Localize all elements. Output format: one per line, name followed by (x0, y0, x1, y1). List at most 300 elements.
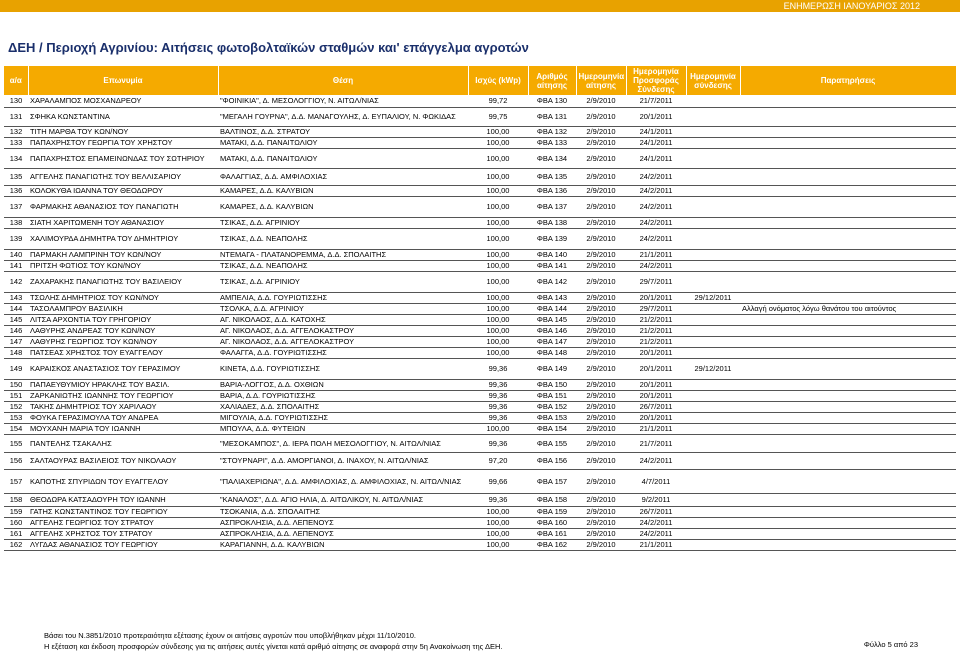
cell-name: ΠΑΠΑΧΡΗΣΤΟΥ ΓΕΩΡΓΙΑ ΤΟΥ ΧΡΗΣΤΟΥ (28, 137, 218, 148)
table-row (4, 137, 956, 148)
update-label: ΕΝΗΜΕΡΩΣΗ ΙΑΝΟΥΑΡΙΟΣ 2012 (783, 1, 920, 11)
cell-offer-date: 21/2/2011 (626, 325, 686, 336)
cell-conn-date (686, 452, 740, 469)
cell-aa: 162 (4, 539, 28, 550)
cell-conn-date (686, 336, 740, 347)
cell-notes (740, 423, 956, 434)
cell-app-number: ΦΒΑ 160 (528, 517, 576, 528)
cell-offer-date: 24/2/2011 (626, 217, 686, 228)
cell-aa: 140 (4, 249, 28, 260)
cell-location: ΝΤΕΜΑΓΑ - ΠΛΑΤΑΝΟΡΕΜΜΑ, Δ.Δ. ΣΠΟΛΑΙΤΗΣ (218, 249, 468, 260)
cell-location: ΤΣΙΚΑΣ, Δ.Δ. ΝΕΑΠΟΛΗΣ (218, 228, 468, 249)
cell-notes (740, 325, 956, 336)
table-row (4, 260, 956, 271)
cell-conn-date (686, 137, 740, 148)
cell-notes (740, 196, 956, 217)
cell-power: 100,00 (468, 185, 528, 196)
page-title: ΔΕΗ / Περιοχή Αγρινίου: Αιτήσεις φωτοβολταϊκών σταθμών και' επάγγελμα αγροτών (8, 40, 529, 55)
cell-location: ΤΣΟΚΑΝΙΑ, Δ.Δ. ΣΠΟΛΑΙΤΗΣ (218, 506, 468, 517)
cell-power: 100,00 (468, 325, 528, 336)
cell-power: 99,75 (468, 107, 528, 126)
cell-aa: 147 (4, 336, 28, 347)
cell-aa: 137 (4, 196, 28, 217)
cell-conn-date (686, 126, 740, 137)
col-conn-date: Ημερομηνία σύνδεσης (686, 66, 740, 95)
cell-power: 100,00 (468, 168, 528, 185)
cell-app-date: 2/9/2010 (576, 196, 626, 217)
cell-offer-date: 24/1/2011 (626, 137, 686, 148)
cell-location: ΑΓ. ΝΙΚΟΛΑΟΣ, Δ.Δ. ΑΓΓΕΛΟΚΑΣΤΡΟΥ (218, 325, 468, 336)
cell-app-date: 2/9/2010 (576, 358, 626, 379)
cell-notes (740, 260, 956, 271)
cell-location: ΚΑΡΑΓΙΑΝΝΗ, Δ.Δ. ΚΑΛΥΒΙΩΝ (218, 539, 468, 550)
cell-power: 100,00 (468, 517, 528, 528)
cell-name: ΛΑΘΥΡΗΣ ΑΝΔΡΕΑΣ ΤΟΥ ΚΩΝ/ΝΟΥ (28, 325, 218, 336)
footer-line-2: Η εξέταση και έκδοση προσφορών σύνδεσης για τις αιτήσεις αυτές γίνεται κατά αριθμό αίτησης σε αναφορά στην 5η Ανακοίνωση της ΔΕΗ. (44, 642, 503, 651)
cell-app-date: 2/9/2010 (576, 148, 626, 168)
cell-aa: 154 (4, 423, 28, 434)
cell-aa: 136 (4, 185, 28, 196)
cell-app-number: ΦΒΑ 151 (528, 390, 576, 401)
table-row (4, 379, 956, 390)
table-row (4, 107, 956, 126)
cell-power: 100,00 (468, 249, 528, 260)
cell-location: ΑΣΠΡΟΚΛΗΣΙΑ, Δ.Δ. ΛΕΠΕΝΟΥΣ (218, 528, 468, 539)
cell-location: ΑΓ. ΝΙΚΟΛΑΟΣ, Δ.Δ. ΑΓΓΕΛΟΚΑΣΤΡΟΥ (218, 336, 468, 347)
cell-conn-date: 29/12/2011 (686, 358, 740, 379)
cell-app-number: ΦΒΑ 133 (528, 137, 576, 148)
cell-notes (740, 107, 956, 126)
cell-location: ΒΑΡΙΑ-ΛΟΓΓΟΣ, Δ.Δ. ΟΧΘΙΩΝ (218, 379, 468, 390)
cell-app-number: ΦΒΑ 154 (528, 423, 576, 434)
cell-app-number: ΦΒΑ 150 (528, 379, 576, 390)
cell-conn-date (686, 196, 740, 217)
table-row (4, 528, 956, 539)
cell-app-number: ΦΒΑ 152 (528, 401, 576, 412)
cell-app-number: ΦΒΑ 143 (528, 292, 576, 303)
cell-aa: 133 (4, 137, 28, 148)
table-row (4, 95, 956, 107)
cell-notes (740, 401, 956, 412)
cell-app-date: 2/9/2010 (576, 493, 626, 506)
cell-location: "ΦΟΙΝΙΚΙΑ", Δ. ΜΕΣΟΛΟΓΓΙΟΥ, Ν. ΑΙΤΩΛ/ΝΙΑΣ (218, 95, 468, 107)
cell-name: ΑΓΓΕΛΗΣ ΧΡΗΣΤΟΣ ΤΟΥ ΣΤΡΑΤΟΥ (28, 528, 218, 539)
cell-offer-date: 24/2/2011 (626, 185, 686, 196)
cell-aa: 135 (4, 168, 28, 185)
cell-aa: 150 (4, 379, 28, 390)
cell-offer-date: 21/7/2011 (626, 434, 686, 452)
cell-power: 99,36 (468, 412, 528, 423)
table-row (4, 517, 956, 528)
cell-offer-date: 20/1/2011 (626, 347, 686, 358)
cell-app-date: 2/9/2010 (576, 528, 626, 539)
cell-app-number: ΦΒΑ 136 (528, 185, 576, 196)
cell-name: ΠΡΙΤΣΗ ΦΩΤΙΟΣ ΤΟΥ ΚΩΝ/ΝΟΥ (28, 260, 218, 271)
cell-conn-date (686, 303, 740, 314)
cell-location: ΚΑΜΑΡΕΣ, Δ.Δ. ΚΑΛΥΒΙΩΝ (218, 185, 468, 196)
col-app-number: Αριθμός αίτησης (528, 66, 576, 95)
cell-offer-date: 21/1/2011 (626, 249, 686, 260)
cell-offer-date: 24/2/2011 (626, 196, 686, 217)
cell-aa: 132 (4, 126, 28, 137)
cell-aa: 161 (4, 528, 28, 539)
cell-offer-date: 24/1/2011 (626, 126, 686, 137)
cell-aa: 152 (4, 401, 28, 412)
cell-location: ΜΑΤΑΚΙ, Δ.Δ. ΠΑΝΑΙΤΩΛΙΟΥ (218, 137, 468, 148)
cell-app-number: ΦΒΑ 145 (528, 314, 576, 325)
cell-conn-date (686, 347, 740, 358)
table-row (4, 185, 956, 196)
cell-conn-date (686, 517, 740, 528)
cell-power: 100,00 (468, 336, 528, 347)
cell-app-number: ΦΒΑ 158 (528, 493, 576, 506)
cell-app-date: 2/9/2010 (576, 452, 626, 469)
cell-name: ΣΦΗΚΑ ΚΩΝΣΤΑΝΤΙΝΑ (28, 107, 218, 126)
cell-conn-date (686, 493, 740, 506)
cell-conn-date (686, 185, 740, 196)
cell-offer-date: 29/7/2011 (626, 303, 686, 314)
table-row (4, 347, 956, 358)
table-row (4, 217, 956, 228)
table-row (4, 271, 956, 292)
cell-conn-date (686, 95, 740, 107)
cell-aa: 156 (4, 452, 28, 469)
cell-offer-date: 20/1/2011 (626, 379, 686, 390)
table-row (4, 336, 956, 347)
cell-notes (740, 271, 956, 292)
cell-app-number: ΦΒΑ 140 (528, 249, 576, 260)
applications-table (4, 66, 957, 551)
cell-notes (740, 314, 956, 325)
table-row (4, 314, 956, 325)
cell-notes (740, 434, 956, 452)
cell-notes (740, 347, 956, 358)
table-row (4, 126, 956, 137)
cell-location: ΚΑΜΑΡΕΣ, Δ.Δ. ΚΑΛΥΒΙΩΝ (218, 196, 468, 217)
col-app-date: Ημερομηνία αίτησης (576, 66, 626, 95)
cell-conn-date (686, 412, 740, 423)
col-notes: Παρατηρήσεις (740, 66, 956, 95)
cell-power: 100,00 (468, 506, 528, 517)
table-row (4, 539, 956, 550)
cell-app-number: ΦΒΑ 155 (528, 434, 576, 452)
cell-notes (740, 493, 956, 506)
table-row (4, 196, 956, 217)
cell-notes (740, 412, 956, 423)
cell-notes (740, 95, 956, 107)
cell-offer-date: 24/2/2011 (626, 517, 686, 528)
cell-name: ΠΑΝΤΕΛΗΣ ΤΣΑΚΑΛΗΣ (28, 434, 218, 452)
cell-notes (740, 228, 956, 249)
cell-location: ΜΠΟΥΛΑ, Δ.Δ. ΦΥΤΕΙΩΝ (218, 423, 468, 434)
table-row (4, 412, 956, 423)
cell-power: 99,72 (468, 95, 528, 107)
cell-aa: 149 (4, 358, 28, 379)
cell-offer-date: 26/7/2011 (626, 506, 686, 517)
cell-notes (740, 469, 956, 493)
cell-app-date: 2/9/2010 (576, 228, 626, 249)
cell-app-date: 2/9/2010 (576, 469, 626, 493)
cell-offer-date: 21/2/2011 (626, 314, 686, 325)
cell-conn-date (686, 434, 740, 452)
table-row (4, 506, 956, 517)
cell-app-date: 2/9/2010 (576, 260, 626, 271)
cell-offer-date: 24/2/2011 (626, 260, 686, 271)
footer-note (44, 630, 502, 652)
cell-power: 100,00 (468, 126, 528, 137)
cell-offer-date: 9/2/2011 (626, 493, 686, 506)
cell-conn-date (686, 260, 740, 271)
cell-offer-date: 24/2/2011 (626, 228, 686, 249)
cell-aa: 144 (4, 303, 28, 314)
cell-aa: 160 (4, 517, 28, 528)
cell-offer-date: 24/1/2011 (626, 148, 686, 168)
cell-conn-date (686, 506, 740, 517)
cell-location: ΑΓ. ΝΙΚΟΛΑΟΣ, Δ.Δ. ΚΑΤΟΧΗΣ (218, 314, 468, 325)
cell-aa: 134 (4, 148, 28, 168)
cell-aa: 139 (4, 228, 28, 249)
cell-notes (740, 452, 956, 469)
cell-app-date: 2/9/2010 (576, 185, 626, 196)
cell-offer-date: 21/2/2011 (626, 336, 686, 347)
cell-app-date: 2/9/2010 (576, 325, 626, 336)
cell-name: ΑΓΓΕΛΗΣ ΓΕΩΡΓΙΟΣ ΤΟΥ ΣΤΡΑΤΟΥ (28, 517, 218, 528)
cell-location: ΒΑΡΙΑ, Δ.Δ. ΓΟΥΡΙΩΤΙΣΣΗΣ (218, 390, 468, 401)
cell-offer-date: 20/1/2011 (626, 390, 686, 401)
cell-notes (740, 390, 956, 401)
cell-notes (740, 358, 956, 379)
cell-app-date: 2/9/2010 (576, 126, 626, 137)
cell-location: "ΚΑΝΑΛΟΣ", Δ.Δ. ΑΓΙΟ ΗΛΙΑ, Δ. ΑΙΤΩΛΙΚΟΥ, Ν. ΑΙΤΩΛ/ΝΙΑΣ (218, 493, 468, 506)
cell-power: 100,00 (468, 228, 528, 249)
cell-aa: 159 (4, 506, 28, 517)
cell-power: 100,00 (468, 148, 528, 168)
cell-app-number: ΦΒΑ 141 (528, 260, 576, 271)
cell-name: ΠΑΠΑΧΡΗΣΤΟΣ ΕΠΑΜΕΙΝΩΝΔΑΣ ΤΟΥ ΣΩΤΗΡΙΟΥ (28, 148, 218, 168)
table-row (4, 228, 956, 249)
cell-app-date: 2/9/2010 (576, 423, 626, 434)
cell-app-number: ΦΒΑ 137 (528, 196, 576, 217)
col-offer-date: Ημερομηνία Προσφοράς Σύνδεσης (626, 66, 686, 95)
cell-power: 99,66 (468, 469, 528, 493)
cell-location: ΜΑΤΑΚΙ, Δ.Δ. ΠΑΝΑΙΤΩΛΙΟΥ (218, 148, 468, 168)
cell-app-date: 2/9/2010 (576, 539, 626, 550)
cell-conn-date (686, 107, 740, 126)
cell-power: 100,00 (468, 347, 528, 358)
cell-app-number: ΦΒΑ 156 (528, 452, 576, 469)
cell-app-date: 2/9/2010 (576, 95, 626, 107)
cell-aa: 146 (4, 325, 28, 336)
cell-conn-date (686, 249, 740, 260)
cell-power: 100,00 (468, 271, 528, 292)
cell-app-number: ΦΒΑ 147 (528, 336, 576, 347)
cell-notes (740, 528, 956, 539)
cell-app-date: 2/9/2010 (576, 390, 626, 401)
cell-notes: Αλλαγή ονόματος λόγω θανάτου του αιτούντος (740, 303, 956, 314)
cell-app-number: ΦΒΑ 134 (528, 148, 576, 168)
cell-app-number: ΦΒΑ 135 (528, 168, 576, 185)
cell-app-date: 2/9/2010 (576, 271, 626, 292)
cell-name: ΤΣΩΛΗΣ ΔΗΜΗΤΡΙΟΣ ΤΟΥ ΚΩΝ/ΝΟΥ (28, 292, 218, 303)
cell-app-date: 2/9/2010 (576, 412, 626, 423)
cell-notes (740, 137, 956, 148)
cell-power: 100,00 (468, 260, 528, 271)
cell-conn-date (686, 390, 740, 401)
cell-app-number: ΦΒΑ 138 (528, 217, 576, 228)
cell-offer-date: 4/7/2011 (626, 469, 686, 493)
cell-conn-date (686, 401, 740, 412)
cell-aa: 130 (4, 95, 28, 107)
cell-offer-date: 21/1/2011 (626, 423, 686, 434)
cell-location: ΒΑΛΤΙΝΟΣ, Δ.Δ. ΣΤΡΑΤΟΥ (218, 126, 468, 137)
table-row (4, 390, 956, 401)
cell-app-date: 2/9/2010 (576, 314, 626, 325)
table-row (4, 303, 956, 314)
cell-name: ΧΑΡΑΛΑΜΠΟΣ ΜΟΣΧΑΝΔΡΕΟΥ (28, 95, 218, 107)
cell-notes (740, 249, 956, 260)
cell-aa: 143 (4, 292, 28, 303)
table-row (4, 358, 956, 379)
top-banner (0, 0, 960, 12)
cell-conn-date (686, 469, 740, 493)
cell-name: ΖΑΡΚΑΝΙΩΤΗΣ ΙΩΑΝΝΗΣ ΤΟΥ ΓΕΩΡΓΙΟΥ (28, 390, 218, 401)
cell-app-date: 2/9/2010 (576, 292, 626, 303)
cell-notes (740, 148, 956, 168)
cell-notes (740, 379, 956, 390)
cell-notes (740, 292, 956, 303)
cell-name: ΣΑΛΤΑΟΥΡΑΣ ΒΑΣΙΛΕΙΟΣ ΤΟΥ ΝΙΚΟΛΑΟΥ (28, 452, 218, 469)
cell-conn-date (686, 423, 740, 434)
cell-app-number: ΦΒΑ 161 (528, 528, 576, 539)
cell-aa: 141 (4, 260, 28, 271)
cell-power: 97,20 (468, 452, 528, 469)
cell-location: ΦΑΛΑΓΓΙΑΣ, Δ.Δ. ΑΜΦΙΛΟΧΙΑΣ (218, 168, 468, 185)
table-row (4, 148, 956, 168)
cell-app-date: 2/9/2010 (576, 249, 626, 260)
cell-notes (740, 126, 956, 137)
cell-power: 100,00 (468, 539, 528, 550)
cell-aa: 145 (4, 314, 28, 325)
cell-name: ΠΑΡΜΑΚΗ ΛΑΜΠΡΙΝΗ ΤΟΥ ΚΩΝ/ΝΟΥ (28, 249, 218, 260)
cell-name: ΤΑΣΟΛΑΜΠΡΟΥ ΒΑΣΙΛΙΚΗ (28, 303, 218, 314)
cell-aa: 155 (4, 434, 28, 452)
col-power: Ισχύς (kWp) (468, 66, 528, 95)
cell-power: 100,00 (468, 137, 528, 148)
cell-app-date: 2/9/2010 (576, 347, 626, 358)
cell-location: "ΜΕΣΟΚΑΜΠΟΣ", Δ. ΙΕΡΑ ΠΟΛΗ ΜΕΣΟΛΟΓΓΙΟΥ, Ν. ΑΙΤΩΛ/ΝΙΑΣ (218, 434, 468, 452)
cell-conn-date (686, 271, 740, 292)
cell-conn-date (686, 528, 740, 539)
cell-app-date: 2/9/2010 (576, 517, 626, 528)
cell-offer-date: 20/1/2011 (626, 412, 686, 423)
cell-power: 100,00 (468, 423, 528, 434)
cell-aa: 151 (4, 390, 28, 401)
table-header (4, 66, 956, 95)
cell-power: 99,36 (468, 401, 528, 412)
cell-conn-date: 29/12/2011 (686, 292, 740, 303)
cell-app-number: ΦΒΑ 142 (528, 271, 576, 292)
table-row (4, 292, 956, 303)
table-row (4, 249, 956, 260)
cell-notes (740, 185, 956, 196)
cell-app-number: ΦΒΑ 148 (528, 347, 576, 358)
cell-name: ΛΥΓΔΑΣ ΑΘΑΝΑΣΙΟΣ ΤΟΥ ΓΕΩΡΓΙΟΥ (28, 539, 218, 550)
cell-app-number: ΦΒΑ 144 (528, 303, 576, 314)
cell-location: ΤΣΙΚΑΣ, Δ.Δ. ΝΕΑΠΟΛΗΣ (218, 260, 468, 271)
cell-location: ΜΙΓΟΥΛΙΑ, Δ.Δ. ΓΟΥΡΙΩΤΙΣΣΗΣ (218, 412, 468, 423)
cell-power: 100,00 (468, 292, 528, 303)
cell-name: ΠΑΤΣΕΑΣ ΧΡΗΣΤΟΣ ΤΟΥ ΕΥΑΓΓΕΛΟΥ (28, 347, 218, 358)
table-row (4, 452, 956, 469)
cell-app-date: 2/9/2010 (576, 379, 626, 390)
table-row (4, 325, 956, 336)
cell-name: ΛΙΤΣΑ ΑΡΧΟΝΤΙΑ ΤΟΥ ΓΡΗΓΟΡΙΟΥ (28, 314, 218, 325)
cell-name: ΚΑΠΟΤΗΣ ΣΠΥΡΙΔΩΝ ΤΟΥ ΕΥΑΓΓΕΛΟΥ (28, 469, 218, 493)
cell-name: ΠΑΠΑΕΥΘΥΜΙΟΥ ΗΡΑΚΛΗΣ ΤΟΥ ΒΑΣΙΛ. (28, 379, 218, 390)
table-row (4, 423, 956, 434)
cell-app-date: 2/9/2010 (576, 434, 626, 452)
cell-notes (740, 539, 956, 550)
cell-app-date: 2/9/2010 (576, 303, 626, 314)
cell-power: 100,00 (468, 217, 528, 228)
cell-location: "ΣΤΟΥΡΝΑΡΙ", Δ.Δ. ΑΜΟΡΓΙΑΝΟΙ, Δ. ΙΝΑΧΟΥ, Ν. ΑΙΤΩΛ/ΝΙΑΣ (218, 452, 468, 469)
cell-app-number: ΦΒΑ 149 (528, 358, 576, 379)
cell-conn-date (686, 379, 740, 390)
cell-power: 100,00 (468, 303, 528, 314)
cell-app-number: ΦΒΑ 130 (528, 95, 576, 107)
cell-app-date: 2/9/2010 (576, 336, 626, 347)
cell-app-date: 2/9/2010 (576, 506, 626, 517)
cell-conn-date (686, 168, 740, 185)
cell-notes (740, 336, 956, 347)
cell-location: ΦΑΛΑΓΓΑ, Δ.Δ. ΓΟΥΡΙΩΤΙΣΣΗΣ (218, 347, 468, 358)
cell-location: "ΠΑΛΙΑΧΕΡΙΩΝΑ", Δ.Δ. ΑΜΦΙΛΟΧΙΑΣ, Δ. ΑΜΦΙΛΟΧΙΑΣ, Ν. ΑΙΤΩΛ/ΝΙΑΣ (218, 469, 468, 493)
cell-app-date: 2/9/2010 (576, 137, 626, 148)
col-location: Θέση (218, 66, 468, 95)
cell-app-number: ΦΒΑ 132 (528, 126, 576, 137)
cell-power: 99,36 (468, 434, 528, 452)
cell-name: ΓΑΤΗΣ ΚΩΝΣΤΑΝΤΙΝΟΣ ΤΟΥ ΓΕΩΡΓΙΟΥ (28, 506, 218, 517)
cell-app-number: ΦΒΑ 162 (528, 539, 576, 550)
cell-name: ΑΓΓΕΛΗΣ ΠΑΝΑΓΙΩΤΗΣ ΤΟΥ ΒΕΛΛΙΣΑΡΙΟΥ (28, 168, 218, 185)
cell-power: 100,00 (468, 528, 528, 539)
cell-offer-date: 20/1/2011 (626, 292, 686, 303)
table-row (4, 493, 956, 506)
cell-app-date: 2/9/2010 (576, 217, 626, 228)
cell-app-number: ΦΒΑ 157 (528, 469, 576, 493)
cell-app-number: ΦΒΑ 139 (528, 228, 576, 249)
cell-name: ΜΟΥΧΑΝΗ ΜΑΡΙΑ ΤΟΥ ΙΩΑΝΝΗ (28, 423, 218, 434)
cell-location: ΤΣΙΚΑΣ, Δ.Δ. ΑΓΡΙΝΙΟΥ (218, 271, 468, 292)
cell-power: 99,36 (468, 358, 528, 379)
table-row (4, 168, 956, 185)
page-number: Φύλλο 5 από 23 (863, 640, 918, 649)
cell-name: ΘΕΟΔΩΡΑ ΚΑΤΣΑΔΟΥΡΗ ΤΟΥ ΙΩΑΝΝΗ (28, 493, 218, 506)
cell-offer-date: 21/1/2011 (626, 539, 686, 550)
cell-aa: 153 (4, 412, 28, 423)
cell-notes (740, 506, 956, 517)
table-row (4, 401, 956, 412)
cell-app-number: ΦΒΑ 153 (528, 412, 576, 423)
cell-aa: 131 (4, 107, 28, 126)
table-body (4, 95, 956, 550)
cell-location: ΧΑΛΙΑΔΕΣ, Δ.Δ. ΣΠΟΛΑΙΤΗΣ (218, 401, 468, 412)
cell-offer-date: 20/1/2011 (626, 358, 686, 379)
cell-app-number: ΦΒΑ 159 (528, 506, 576, 517)
cell-app-number: ΦΒΑ 131 (528, 107, 576, 126)
cell-power: 99,36 (468, 493, 528, 506)
cell-aa: 142 (4, 271, 28, 292)
